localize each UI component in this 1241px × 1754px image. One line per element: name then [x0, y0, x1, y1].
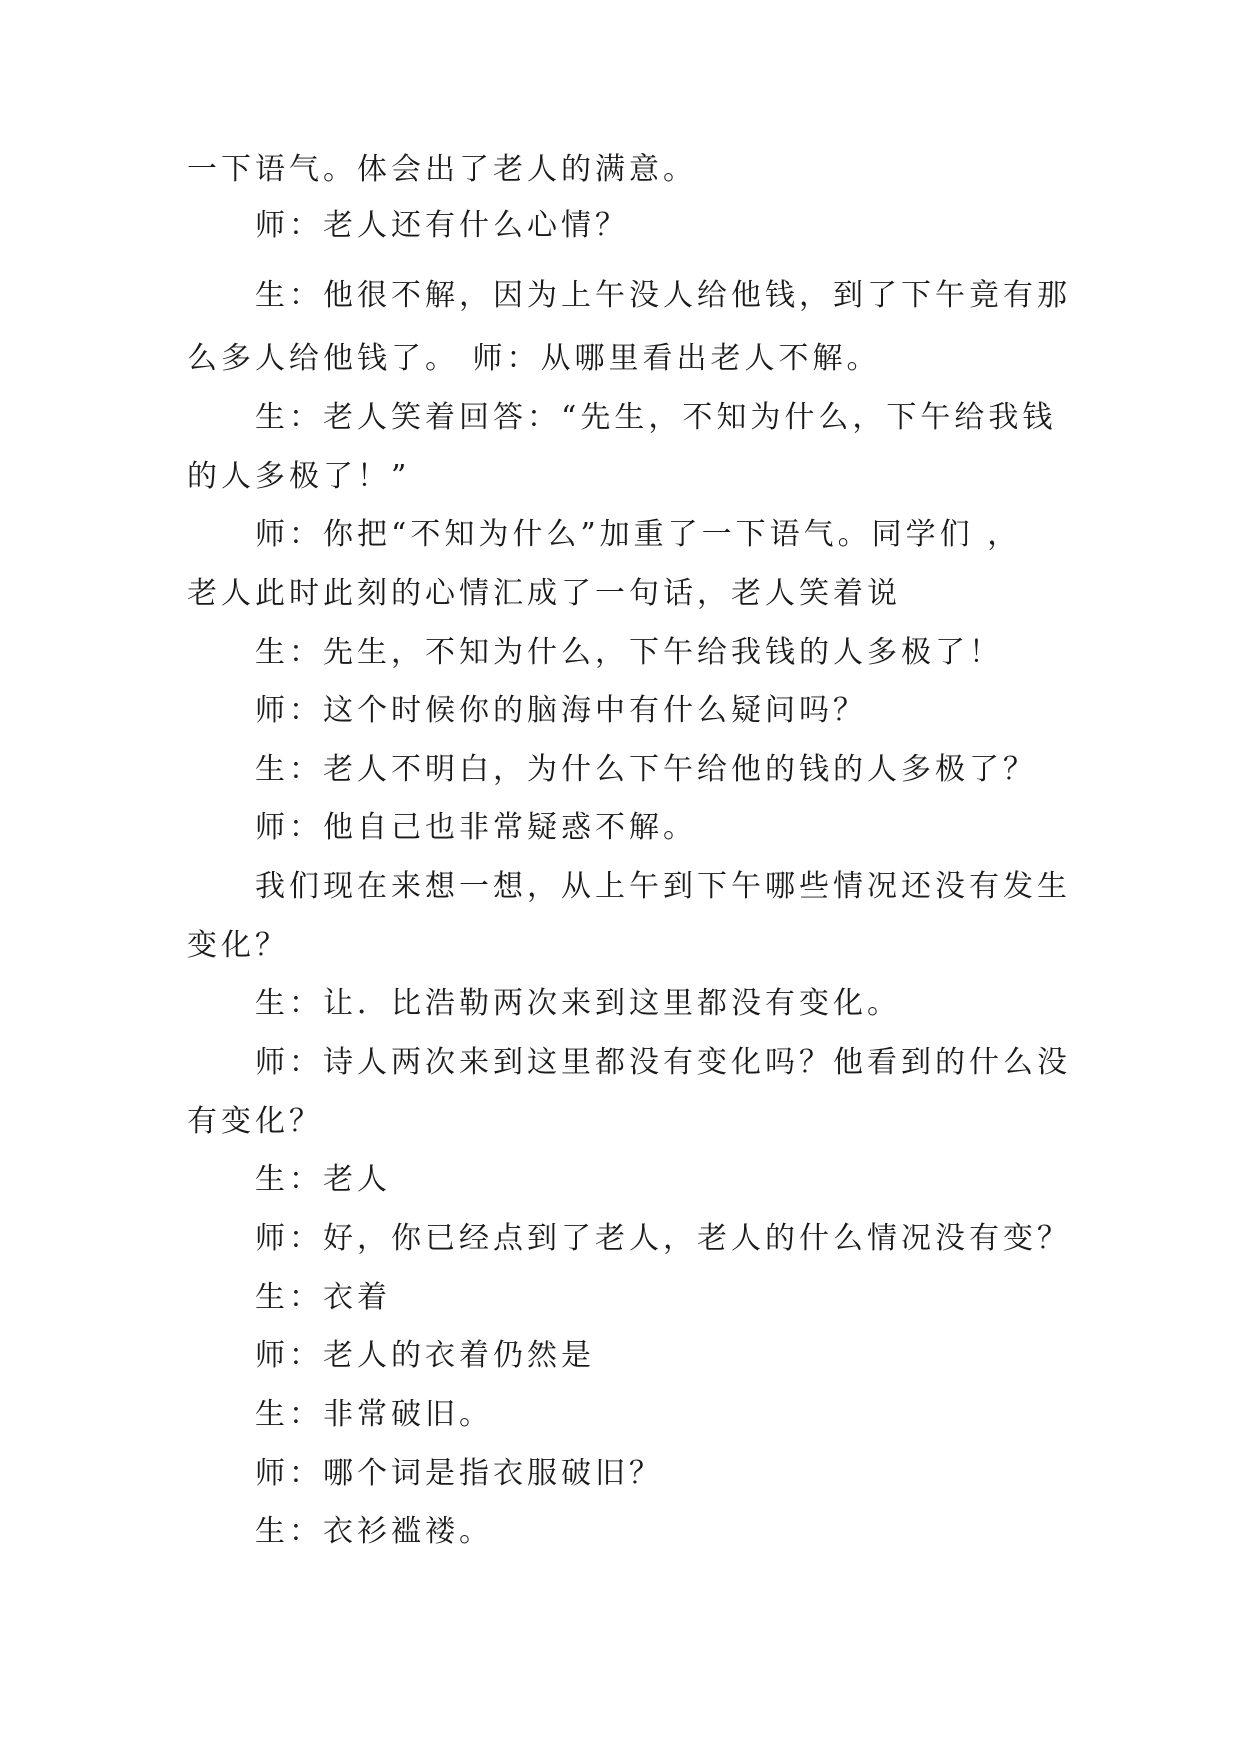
- text-line-24: 生：衣衫褴褛。: [255, 1514, 493, 1549]
- text-line-7: 师：你把“不知为什么”加重了一下语气。同学们 ，: [255, 517, 1022, 552]
- text-line-2: 师：老人还有什么心情？: [255, 208, 629, 243]
- text-line-3: 生：他很不解，因为上午没人给他钱，到了下午竟有那: [255, 278, 1071, 313]
- text-line-13: 我们现在来想一想，从上午到下午哪些情况还没有发生: [255, 869, 1071, 904]
- text-line-14: 变化？: [187, 928, 289, 963]
- text-line-16: 师：诗人两次来到这里都没有变化吗？他看到的什么没: [255, 1045, 1071, 1080]
- text-line-19: 师：好，你已经点到了老人，老人的什么情况没有变？: [255, 1221, 1071, 1256]
- text-line-23: 师：哪个词是指衣服破旧？: [255, 1456, 663, 1491]
- text-line-9: 生：先生，不知为什么，下午给我钱的人多极了！: [255, 635, 1003, 670]
- text-line-18: 生：老人: [255, 1162, 391, 1197]
- text-line-8: 老人此时此刻的心情汇成了一句话，老人笑着说: [187, 576, 901, 611]
- text-line-1: 一下语气。体会出了老人的满意。: [187, 152, 697, 187]
- text-line-6: 的人多极了！”: [187, 459, 411, 494]
- text-line-20: 生：衣着: [255, 1280, 391, 1315]
- text-line-15: 生：让．比浩勒两次来到这里都没有变化。: [255, 986, 901, 1021]
- text-line-21: 师：老人的衣着仍然是: [255, 1338, 595, 1373]
- text-line-10: 师：这个时候你的脑海中有什么疑问吗？: [255, 693, 867, 728]
- text-line-4: 么多人给他钱了。 师：从哪里看出老人不解。: [187, 341, 881, 376]
- text-line-11: 生：老人不明白，为什么下午给他的钱的人多极了？: [255, 752, 1037, 787]
- text-line-17: 有变化？: [187, 1104, 323, 1139]
- text-line-22: 生：非常破旧。: [255, 1397, 493, 1432]
- text-line-12: 师：他自己也非常疑惑不解。: [255, 810, 697, 845]
- text-line-5: 生：老人笑着回答：“先生，不知为什么，下午给我钱: [255, 400, 1057, 435]
